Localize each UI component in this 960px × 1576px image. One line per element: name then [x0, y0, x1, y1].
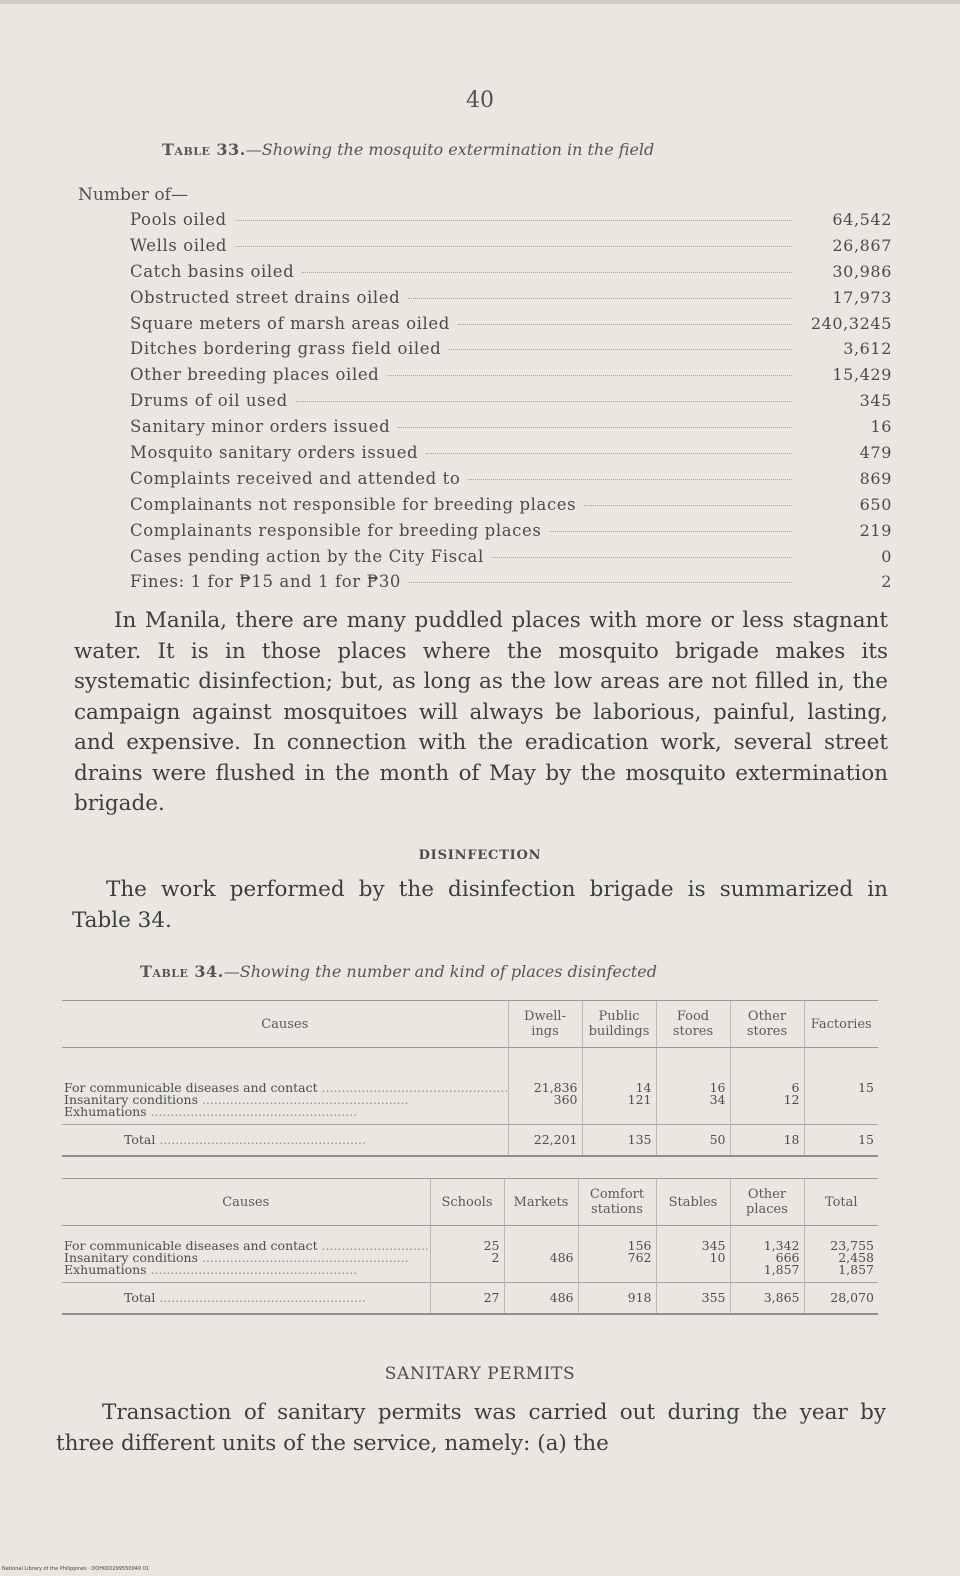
- table-33-row-label: Complainants not responsible for breeding places: [130, 494, 577, 514]
- table-33-row: [130, 443, 892, 469]
- cell-value: [809, 1094, 875, 1106]
- column-header: Public buildings: [582, 1001, 656, 1048]
- table-33-row-label: Obstructed street drains oiled: [130, 287, 401, 307]
- table-33-row-label: Complainants responsible for breeding places: [130, 520, 542, 540]
- cell-value: [583, 1264, 652, 1276]
- column-header-causes: Causes: [62, 1179, 430, 1226]
- column-header: Other places: [730, 1179, 804, 1226]
- total-value: 50: [656, 1125, 730, 1157]
- table-33-row-label: Catch basins oiled: [130, 261, 295, 281]
- table-33-row-label: Drums of oil used: [130, 391, 288, 411]
- total-value: 135: [582, 1125, 656, 1157]
- table-33-row-value: 869: [859, 468, 892, 488]
- cell-value: 1,857: [763, 1262, 800, 1277]
- heading-disinfection: DISINFECTION: [418, 848, 542, 863]
- column-header: Markets: [504, 1179, 578, 1226]
- cell-value: 762: [627, 1250, 652, 1265]
- paragraph-disinfection: The work performed by the disinfection brigade is summarized in Table 34.: [72, 877, 888, 933]
- cell-value: 666: [775, 1250, 800, 1265]
- total-label-cell: [62, 1125, 508, 1157]
- table-33-row-value: 30,986: [832, 261, 892, 281]
- table-34-part-2: [62, 1178, 878, 1315]
- column-header: Schools: [430, 1179, 504, 1226]
- value-cell: [578, 1226, 656, 1283]
- cell-value: 1,857: [838, 1262, 874, 1277]
- total-label: Total .....: [64, 1290, 366, 1305]
- table-33-row: [130, 314, 892, 340]
- table-33-row: [130, 236, 892, 262]
- table-34-part-2-data-row: [62, 1226, 878, 1283]
- cell-value: [435, 1264, 500, 1276]
- table-33-row: [130, 339, 892, 365]
- cause-label: Exhumations .....: [64, 1264, 426, 1276]
- cell-value: 486: [549, 1250, 574, 1265]
- cell-value: 34: [709, 1092, 726, 1107]
- value-cell: [582, 1048, 656, 1125]
- cell-value: [809, 1106, 875, 1118]
- column-header: Factories: [804, 1001, 878, 1048]
- total-value: 355: [656, 1283, 730, 1315]
- heading-sanitary-permits: SANITARY PERMITS: [384, 1364, 576, 1384]
- table-33-row-label: Pools oiled: [130, 210, 227, 229]
- cell-value: 12: [783, 1092, 800, 1107]
- cell-value: 1,342: [763, 1238, 800, 1253]
- table-34-part-1: [62, 1000, 878, 1157]
- table-34-part-1-data-row: [62, 1048, 878, 1125]
- dot-leader: [408, 298, 792, 299]
- column-header: Dwell-ings: [508, 1001, 582, 1048]
- cell-value: 16: [709, 1080, 726, 1095]
- page-number: 40: [466, 88, 494, 113]
- table-33-row: [130, 262, 892, 288]
- column-header-causes: Causes: [62, 1001, 508, 1048]
- cell-value: [661, 1106, 726, 1118]
- table-33-row: [130, 210, 892, 236]
- dot-leader: [296, 401, 792, 402]
- table-33-row: [130, 547, 892, 573]
- total-value: 27: [430, 1283, 504, 1315]
- dot-leader: [492, 557, 792, 558]
- total-value: 3,865: [730, 1283, 804, 1315]
- dot-leader: [549, 531, 792, 532]
- total-value: 22,201: [508, 1125, 582, 1157]
- dot-leader: [584, 505, 792, 506]
- table-34-caption-label: Table 34.: [140, 962, 224, 981]
- table-33-row: [130, 521, 892, 547]
- table-34-part-2-header-row: [62, 1179, 878, 1226]
- value-cell: [730, 1226, 804, 1283]
- column-header: Comfort stations: [578, 1179, 656, 1226]
- cell-value: [513, 1106, 578, 1118]
- table-33-row: [130, 572, 892, 598]
- cause-label: For communicable diseases and contact .....: [64, 1240, 426, 1252]
- table-33-row-label: Cases pending action by the City Fiscal: [130, 546, 484, 566]
- total-label: Total .....: [64, 1132, 366, 1147]
- cell-value: 14: [635, 1080, 652, 1095]
- value-cell: [656, 1226, 730, 1283]
- cell-value: [661, 1264, 726, 1276]
- table-34-part-1-total-row: [62, 1125, 878, 1157]
- paragraph-sanitary-permits: Transaction of sanitary permits was carried out during the year by three different units of the service, namely: (a) the: [56, 1400, 886, 1456]
- table-33-row: [130, 288, 892, 314]
- cell-value: 21,836: [533, 1080, 578, 1095]
- table-34-caption-text: —Showing the number and kind of places disinfected: [223, 962, 657, 981]
- dot-leader: [426, 453, 792, 454]
- top-border: [0, 0, 960, 4]
- table-33-caption-label: Table 33.: [162, 140, 246, 159]
- value-cell: [430, 1226, 504, 1283]
- cell-value: 15: [858, 1080, 874, 1095]
- table-33-row-label: Other breeding places oiled: [130, 365, 380, 385]
- cell-value: 23,755: [830, 1238, 874, 1253]
- table-33-row-value: 240,3245: [810, 313, 892, 333]
- cause-label: Insanitary conditions .....: [64, 1252, 426, 1264]
- table-33-row-value: 16: [870, 417, 892, 437]
- column-header: Stables: [656, 1179, 730, 1226]
- column-header: Total: [804, 1179, 878, 1226]
- table-33-row-label: Ditches bordering grass field oiled: [130, 339, 442, 359]
- table-33-row-label: Square meters of marsh areas oiled: [130, 313, 450, 333]
- table-33-row-value: 3,612: [843, 339, 892, 359]
- cell-value: 156: [627, 1238, 652, 1253]
- table-33-row: [130, 469, 892, 495]
- dot-leader: [302, 272, 792, 273]
- table-33-row-label: Fines: 1 for ₱15 and 1 for ₱30: [130, 572, 402, 592]
- causes-cell: [62, 1048, 508, 1125]
- value-cell: [730, 1048, 804, 1125]
- cell-value: 121: [627, 1092, 652, 1107]
- dot-leader: [235, 246, 792, 247]
- dot-leader: [458, 324, 792, 325]
- total-value: 28,070: [804, 1283, 878, 1315]
- value-cell: [804, 1048, 878, 1125]
- cell-value: [587, 1106, 652, 1118]
- cause-label: For communicable diseases and contact .....: [64, 1082, 504, 1094]
- cell-value: 2: [491, 1250, 500, 1265]
- column-header: Other stores: [730, 1001, 804, 1048]
- value-cell: [504, 1226, 578, 1283]
- cell-value: 6: [791, 1080, 800, 1095]
- table-33-row-value: 64,542: [832, 210, 892, 229]
- table-34-part-1-header-row: [62, 1001, 878, 1048]
- cell-value: [509, 1264, 574, 1276]
- table-33-row: [130, 365, 892, 391]
- value-cell: [508, 1048, 582, 1125]
- dot-leader: [449, 349, 792, 350]
- value-cell: [656, 1048, 730, 1125]
- table-33-row: [130, 495, 892, 521]
- table-33-row-value: 26,867: [832, 235, 892, 255]
- cell-value: 360: [553, 1092, 578, 1107]
- table-33-row-label: Complaints received and attended to: [130, 468, 461, 488]
- dot-leader: [235, 220, 792, 221]
- total-value: 18: [730, 1125, 804, 1157]
- table-33-row-value: 219: [859, 520, 892, 540]
- table-33-row-value: 15,429: [832, 365, 892, 385]
- table-33-row-value: 17,973: [832, 287, 892, 307]
- table-33-caption-text: —Showing the mosquito extermination in the field: [245, 140, 655, 159]
- cell-value: 2,458: [838, 1250, 874, 1265]
- table-33-list-heading: Number of—: [78, 185, 188, 205]
- table-33-list: [130, 210, 892, 598]
- table-33-row-value: 650: [859, 494, 892, 514]
- table-33-row-value: 345: [859, 391, 892, 411]
- column-header: Food stores: [656, 1001, 730, 1048]
- dot-leader: [409, 582, 792, 583]
- table-34-caption: [140, 962, 657, 981]
- table-33-row-value: 2: [881, 572, 892, 592]
- total-value: 15: [804, 1125, 878, 1157]
- table-33-row-label: Mosquito sanitary orders issued: [130, 443, 419, 463]
- table-33-caption: [162, 140, 654, 159]
- cell-value: 345: [701, 1238, 726, 1253]
- dot-leader: [468, 479, 792, 480]
- table-33-row: [130, 417, 892, 443]
- total-value: 486: [504, 1283, 578, 1315]
- table-34-part-2-total-row: [62, 1283, 878, 1315]
- footer-credit: National Library of the Philippines · DOH000299550040 01: [2, 1566, 150, 1572]
- total-label-cell: [62, 1283, 430, 1315]
- dot-leader: [387, 375, 792, 376]
- paragraph-manila: In Manila, there are many puddled places with more or less stagnant water. It is in those places where the mosquito brigade makes its systematic disinfection; but, as long as the low areas are not filled in, the campaign against mosquitoes will always be laborious, painful, lasting, and expensive. In connection with the eradication work, several street drains were flushed in the month of May by the mosquito extermination brigade.: [74, 608, 888, 816]
- table-33-row: [130, 391, 892, 417]
- value-cell: [804, 1226, 878, 1283]
- cause-label: Insanitary conditions .....: [64, 1094, 504, 1106]
- table-33-row-label: Wells oiled: [130, 235, 228, 255]
- table-33-row-label: Sanitary minor orders issued: [130, 417, 391, 437]
- causes-cell: [62, 1226, 430, 1283]
- cell-value: [735, 1106, 800, 1118]
- cell-value: 25: [483, 1238, 500, 1253]
- cause-label: Exhumations .....: [64, 1106, 504, 1118]
- cell-value: 10: [709, 1250, 726, 1265]
- dot-leader: [398, 427, 792, 428]
- table-33-row-value: 0: [881, 546, 892, 566]
- total-value: 918: [578, 1283, 656, 1315]
- table-33-row-value: 479: [859, 443, 892, 463]
